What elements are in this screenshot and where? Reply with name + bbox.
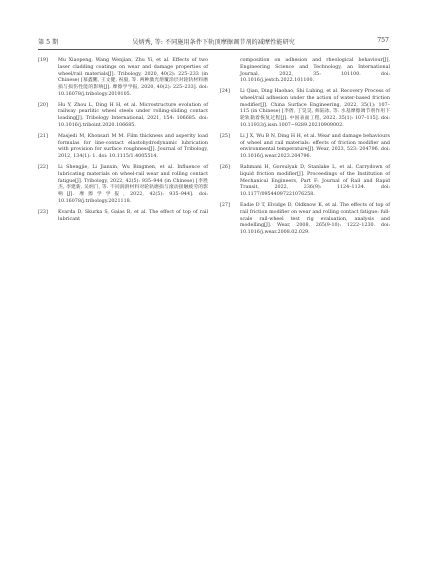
reference-26 bbox=[220, 165, 390, 199]
issue-label: 第 5 期 bbox=[38, 39, 59, 46]
reference-text: Li Qian, Ding Haohao, Shi Lubing, et al. Recovery Process of wheel/rail adhesion under the action of water-based friction modifier[J]. China Surface Engineering, 2022, 35(1): 107–115 (in Chinese) [李倩, 丁昊昊, 师陆冰, 等. 水基摩擦调节剂作用下轮轨黏着恢复过程[J]. 中国表面工程, 2022, 35(1): 107–115]. doi: 10.11933/j.issn.1007−9289.20210909002. bbox=[240, 89, 390, 128]
reference-25 bbox=[220, 134, 390, 161]
reference-23-continued bbox=[220, 58, 390, 85]
header-rule bbox=[38, 49, 389, 50]
reference-22 bbox=[38, 165, 208, 206]
reference-19 bbox=[38, 58, 208, 99]
reference-text: Kvarda D, Skurka S, Galas R, et al. The effect of top of rail lubricant bbox=[58, 209, 208, 222]
reference-23 bbox=[38, 210, 208, 224]
reference-21 bbox=[38, 134, 208, 161]
reference-text: Hu Y, Zhou L, Ding H H, et al. Microstructure evolution of railway pearlitic wheel steels under rolling-sliding contact loading[J]. Tribology International, 2021, 154: 106685. doi: 10.1016/j.triboint.2020.106685. bbox=[58, 102, 208, 128]
reference-text: Mu Xiaopeng, Wang Wenjian, Zhu Yi, et al. Effects of two laser cladding coatings on wear and damage properties of wheel/rail materials[J]. Tribology, 2020, 40(2): 225–233 (in Chinese) [慕鑫鹏, 王文健, 祝毅, 等. 两种激光熔覆涂层对轮轨材料磨损与损伤性能的影响[J]. 摩擦学学报, 2020, 40(2): 225–233]. doi: 10.16078/j.tribology.2019105. bbox=[58, 58, 208, 97]
reference-number: [23] bbox=[38, 209, 48, 215]
running-title: 吴炳秀, 等: 不同施用条件下轨顶摩擦调节剂的减摩性能研究 bbox=[132, 39, 295, 46]
reference-text: Li J X, Wu B N, Ding H H, et al. Wear and damage behaviours of wheel and rail materials: effects of friction modifier and environmental temperature[J]. Wear, 2023, 523: 204796. doi: 10.1016/j.wear.2023.204796. bbox=[240, 133, 390, 160]
references-left-column bbox=[38, 58, 208, 227]
page-header bbox=[38, 37, 389, 49]
reference-number: [25] bbox=[220, 133, 230, 139]
reference-text: composition on adhesion and rheological behaviour[J]. Engineering Science and Technology, an International Journal, 2022, 35: 101100. doi: 10.1016/j.jestch.2022.101100. bbox=[240, 58, 390, 84]
reference-text: Masjedi M, Khonsari M M. Film thickness and asperity load formulas for line-contact elastohydrodynamic lubrication with provision for surface roughness[J]. Journal of Tribology, 2012, 134(1): 1. doi: 10.1115/1.4005514. bbox=[58, 133, 208, 160]
reference-text: Li Shengjie, Li Jianxin, Wu Bingmen, et al. Influence of lubricating materials on wheel-rail wear and rolling contact fatigue[J]. Tribology, 2022, 42(5): 935–944 (in Chinese) [李胜杰, 李建新, 吴炳门, 等. 不同润滑材料对轮轨磨损与滚动接触疲劳的影响[J]. 摩擦学学报, 2022, 42(5): 935–944]. doi: 10.16078/j.tribology.2021118. bbox=[58, 165, 208, 204]
reference-number: [24] bbox=[220, 89, 230, 95]
reference-number: [22] bbox=[38, 165, 48, 171]
reference-number: [27] bbox=[220, 203, 230, 208]
reference-number: [19] bbox=[38, 58, 48, 63]
references-right-column bbox=[220, 58, 390, 241]
reference-text: Rahmani H, Gorsulyak D, Stanlake L, et al. Carrydown of liquid friction modifier[J]. Proceedings of the Institution of Mechanical Engineers, Part F: Journal of Rail and Rapid Transit, 2022, 236(9): 1124–1134. doi: 10.1177/09544097221076258. bbox=[240, 165, 390, 198]
reference-20 bbox=[38, 103, 208, 130]
reference-number: [26] bbox=[220, 165, 230, 171]
reference-27 bbox=[220, 203, 390, 237]
reference-number: [20] bbox=[38, 102, 48, 108]
reference-24 bbox=[220, 89, 390, 130]
reference-number: [21] bbox=[38, 133, 48, 139]
reference-text: Eadie D T, Elvidge D, Oldknow K, et al. The effects of top of rail friction modifier on wear and rolling contact fatigue: full-scale rail-wheel test rig evaluation, analysis and modelling[J]. Wear, 2008, 265(9-10): 1222–1230. doi: 10.1016/j.wear.2008.02.029. bbox=[240, 203, 390, 235]
page-number: 757 bbox=[377, 37, 389, 44]
